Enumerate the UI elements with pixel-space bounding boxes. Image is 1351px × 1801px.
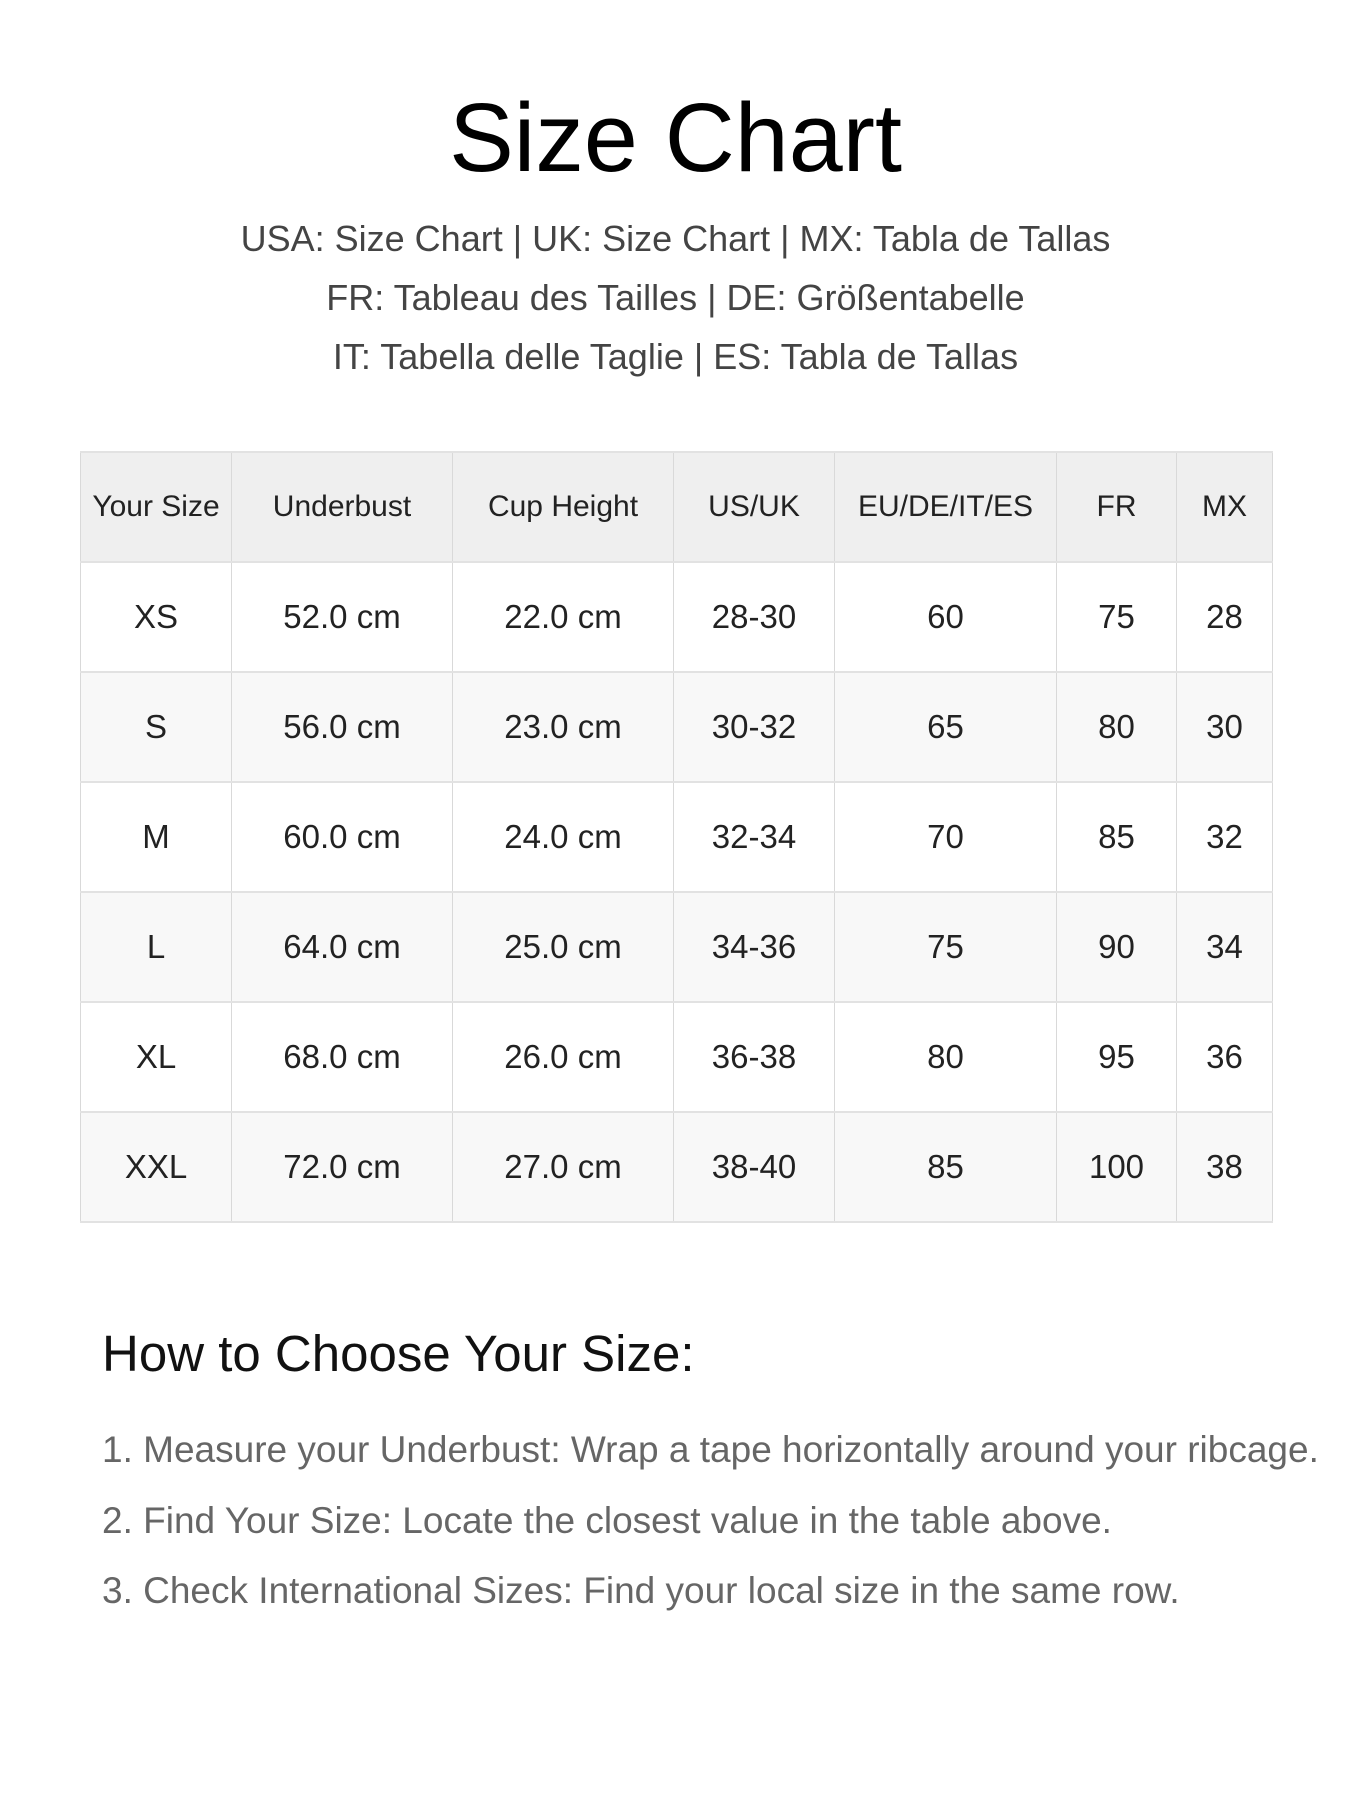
- cell-underbust: 72.0 cm: [232, 1112, 453, 1222]
- cell-fr: 80: [1057, 672, 1177, 782]
- cell-cup-height: 27.0 cm: [453, 1112, 674, 1222]
- step-measure-underbust: 1. Measure your Underbust: Wrap a tape horizontally around your ribcage.: [102, 1429, 1319, 1470]
- cell-underbust: 52.0 cm: [232, 562, 453, 672]
- cell-underbust: 56.0 cm: [232, 672, 453, 782]
- how-to-choose-heading: How to Choose Your Size:: [102, 1325, 695, 1382]
- cell-size: S: [81, 672, 232, 782]
- cell-underbust: 60.0 cm: [232, 782, 453, 892]
- cell-mx: 36: [1177, 1002, 1273, 1112]
- cell-mx: 28: [1177, 562, 1273, 672]
- table-header-row: [81, 452, 1273, 562]
- column-header-cup-height: Cup Height: [453, 452, 674, 562]
- cell-size: XXL: [81, 1112, 232, 1222]
- cell-cup-height: 22.0 cm: [453, 562, 674, 672]
- subtitle-line-usa-uk-mx: USA: Size Chart | UK: Size Chart | MX: Tabla de Tallas: [240, 218, 1111, 259]
- column-header-eu: EU/DE/IT/ES: [835, 452, 1057, 562]
- column-header-underbust: Underbust: [232, 452, 453, 562]
- table-row: [81, 892, 1273, 1002]
- cell-eu: 65: [835, 672, 1057, 782]
- cell-fr: 100: [1057, 1112, 1177, 1222]
- cell-cup-height: 24.0 cm: [453, 782, 674, 892]
- localized-titles: [0, 209, 1351, 386]
- cell-us-uk: 28-30: [674, 562, 835, 672]
- cell-underbust: 68.0 cm: [232, 1002, 453, 1112]
- cell-fr: 85: [1057, 782, 1177, 892]
- table-row: [81, 1112, 1273, 1222]
- cell-mx: 30: [1177, 672, 1273, 782]
- table-row: [81, 1002, 1273, 1112]
- cell-size: L: [81, 892, 232, 1002]
- cell-fr: 75: [1057, 562, 1177, 672]
- step-check-international: 3. Check International Sizes: Find your local size in the same row.: [102, 1570, 1180, 1611]
- cell-cup-height: 26.0 cm: [453, 1002, 674, 1112]
- cell-cup-height: 23.0 cm: [453, 672, 674, 782]
- cell-size: XS: [81, 562, 232, 672]
- cell-underbust: 64.0 cm: [232, 892, 453, 1002]
- cell-eu: 60: [835, 562, 1057, 672]
- cell-eu: 80: [835, 1002, 1057, 1112]
- cell-mx: 34: [1177, 892, 1273, 1002]
- column-header-us-uk: US/UK: [674, 452, 835, 562]
- size-table: [80, 451, 1273, 1223]
- cell-us-uk: 32-34: [674, 782, 835, 892]
- step-find-size: 2. Find Your Size: Locate the closest value in the table above.: [102, 1499, 1112, 1541]
- subtitle-line-fr-de: FR: Tableau des Tailles | DE: Größentabelle: [326, 277, 1025, 318]
- cell-eu: 85: [835, 1112, 1057, 1222]
- table-row: [81, 782, 1273, 892]
- cell-eu: 75: [835, 892, 1057, 1002]
- table-row: [81, 672, 1273, 782]
- cell-us-uk: 34-36: [674, 892, 835, 1002]
- cell-us-uk: 38-40: [674, 1112, 835, 1222]
- cell-cup-height: 25.0 cm: [453, 892, 674, 1002]
- cell-fr: 95: [1057, 1002, 1177, 1112]
- table-row: [81, 562, 1273, 672]
- how-to-steps-list: [102, 1415, 1319, 1627]
- cell-mx: 38: [1177, 1112, 1273, 1222]
- column-header-fr: FR: [1057, 452, 1177, 562]
- cell-eu: 70: [835, 782, 1057, 892]
- cell-mx: 32: [1177, 782, 1273, 892]
- cell-size: M: [81, 782, 232, 892]
- page-title: Size Chart: [449, 83, 902, 192]
- column-header-mx: MX: [1177, 452, 1273, 562]
- column-header-your-size: Your Size: [81, 452, 232, 562]
- cell-fr: 90: [1057, 892, 1177, 1002]
- cell-us-uk: 36-38: [674, 1002, 835, 1112]
- cell-us-uk: 30-32: [674, 672, 835, 782]
- subtitle-line-it-es: IT: Tabella delle Taglie | ES: Tabla de Tallas: [332, 336, 1019, 377]
- cell-size: XL: [81, 1002, 232, 1112]
